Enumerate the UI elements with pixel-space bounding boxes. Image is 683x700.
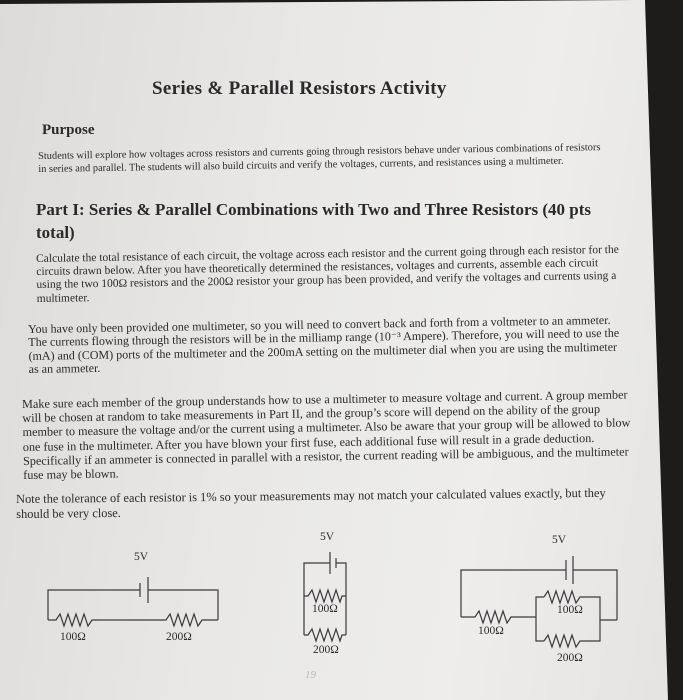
purpose-heading: Purpose [42,122,95,138]
circuit-2-resistor-2-label: 200Ω [313,644,339,656]
resistor-100-symbol [461,611,536,623]
resistor-200-symbol [304,629,346,641]
purpose-text: Students will explore how voltages across resistors and currents going through resistors behave under various combinations of resistors in series and parallel. The students will also build circuits and verify the voltages, currents, and resistances using a multimeter. [38,142,601,175]
circuit-3-resistor-parallel-100-label: 100Ω [557,604,583,616]
circuit-1-series [48,577,218,626]
resistor-100-symbol [48,614,100,626]
circuit-1-resistor-2-label: 200Ω [166,631,192,643]
circuit-2-source-label: 5V [320,531,335,543]
circuit-2-series [304,552,346,641]
circuit-3-resistor-200-label: 200Ω [557,652,583,664]
resistor-200-symbol [544,620,600,647]
part1-paragraph-1: Calculate the total resistance of each circuit, the voltage across each resistor and the current going through each resistor for the circuits drawn below. After you have theoretically determined the resistances, voltages and currents, assemble each circuit using the two 100Ω resistors and the 200Ω resistor your group has been provided, and verify the voltages and currents using a multimeter. [36,243,619,305]
page-title: Series & Parallel Resistors Activity [152,78,447,99]
tolerance-note: Note the tolerance of each resistor is 1% so your measurements may not match your calculated values exactly, but they should be very close. [16,485,606,521]
resistor-100-symbol [304,590,346,602]
part1-paragraph-2: You have only been provided one multimeter, so you will need to convert back and forth from a voltmeter to an ammeter. The currents flowing through the resistors will be in the milliamp range (10⁻³ Ampere). Therefore, you will need to use the (mA) and (COM) ports of the multimeter and the 200mA setting on the multimeter dial when you are using the multimeter as an ammeter. [27,312,620,377]
part1-paragraph-3: Make sure each member of the group understands how to use a multimeter to measure voltage and current. A group member will be chosen at random to take measurements in Part II, and the group’s score will depend on the ability of the group member to measure the voltage and/or the current using a multimeter. Also be aware that your group will be allowed to blow one fuse in the multimeter. After you have blown your first fuse, each additional fuse will result in a grade deduction. Specifically if an ammeter is connected in parallel with a resistor, the current reading will be ambiguous, and the multimeter fuse may be blown. [22,387,631,483]
circuit-3-source-label: 5V [552,534,567,546]
part1-heading: Part I: Series & Parallel Combinations with Two and Three Resistors (40 pts total) [36,200,592,242]
circuit-3-resistor-series-100-label: 100Ω [478,625,504,637]
circuit-1-source-label: 5V [134,551,149,563]
circuit-1-resistor-1-label: 100Ω [60,631,86,643]
resistor-200-symbol [158,614,218,626]
circuit-2-resistor-1-label: 100Ω [312,603,338,615]
pencil-mark: 19 [305,669,316,681]
